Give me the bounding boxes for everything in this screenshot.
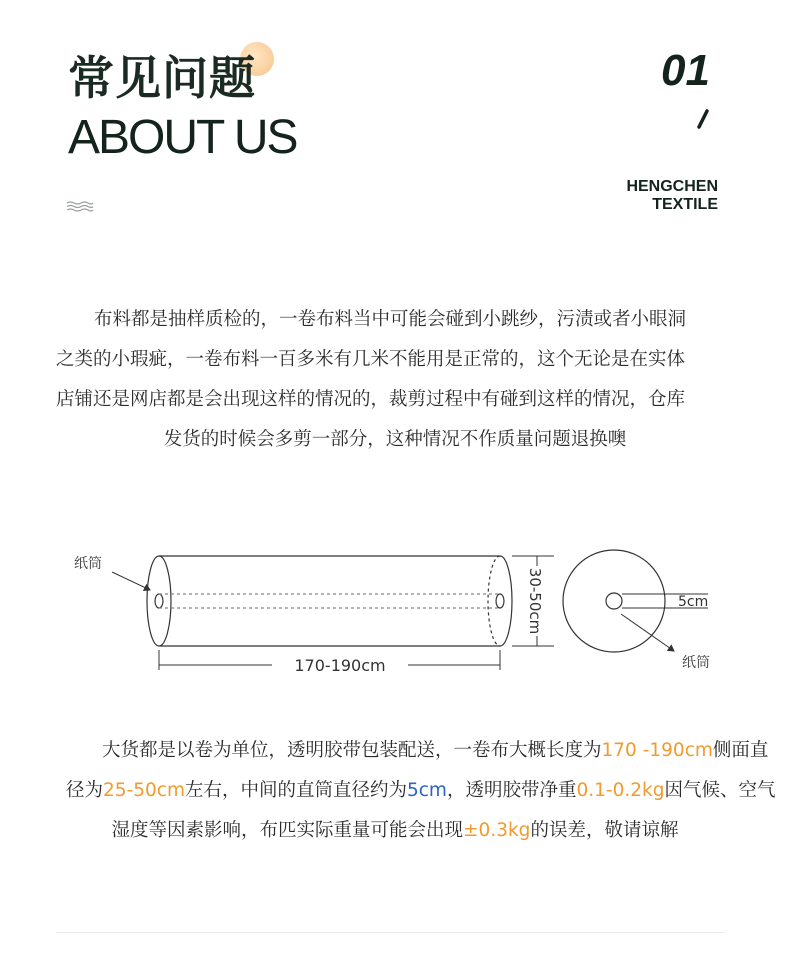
details-line-3 xyxy=(56,811,734,851)
roll-side-view xyxy=(147,556,512,646)
details-line-2 xyxy=(56,771,776,811)
intro-paragraph xyxy=(56,300,734,460)
wave-icon xyxy=(66,200,94,212)
error-value: ±0.3kg xyxy=(463,820,531,841)
tape-weight-value: 0.1-0.2kg xyxy=(576,780,665,801)
details-text: 因气候、空气 xyxy=(664,780,776,801)
intro-line-3: 店铺还是网店都是会出现这样的情况的，裁剪过程中有碰到这样的情况，仓库 xyxy=(56,389,686,410)
core-diameter-label: 5cm xyxy=(678,594,709,610)
details-text: 径为 xyxy=(66,780,104,801)
label-tube-right: 纸筒 xyxy=(682,655,710,671)
details-text: 左右，中间的直筒直径约为 xyxy=(184,780,407,801)
brand-line-1: HENGCHEN xyxy=(626,178,718,195)
details-text: 大货都是以卷为单位，透明胶带包装配送，一卷布大概长度为 xyxy=(102,740,602,761)
intro-line-2: 之类的小瑕疵，一卷布料一百多米有几米不能用是正常的，这个无论是在实体 xyxy=(56,349,686,370)
label-tube-left: 纸筒 xyxy=(74,556,102,572)
brand-name xyxy=(626,178,718,214)
section-number: 01 xyxy=(661,46,710,95)
left-tube-arrow xyxy=(112,572,150,590)
page-title-cn: 常见问题 xyxy=(68,51,256,105)
right-tube-arrow xyxy=(621,614,674,651)
details-text: ，透明胶带净重 xyxy=(446,780,577,801)
brand-line-2: TEXTILE xyxy=(652,196,718,213)
details-text: 湿度等因素影响，布匹实际重量可能会出现 xyxy=(111,820,464,841)
intro-line-4: 发货的时候会多剪一部分，这种情况不作质量问题退换噢 xyxy=(163,429,627,450)
details-text: 的误差，敬请谅解 xyxy=(530,820,679,841)
details-line-1 xyxy=(56,731,769,771)
details-text: 侧面直 xyxy=(712,740,769,761)
slash-mark xyxy=(696,108,710,130)
divider xyxy=(56,932,726,933)
page-title-en: ABOUT US xyxy=(68,111,297,164)
diameter-value: 25-50cm xyxy=(103,780,185,801)
intro-line-1: 布料都是抽样质检的，一卷布料当中可能会碰到小跳纱，污渍或者小眼洞 xyxy=(94,309,687,330)
details-paragraph xyxy=(56,731,776,851)
length-value: 170 -190cm xyxy=(601,740,713,761)
core-value: 5cm xyxy=(406,780,447,801)
length-label: 170-190cm xyxy=(294,656,386,675)
fabric-roll-diagram xyxy=(0,530,790,700)
diameter-label: 30-50cm xyxy=(526,567,544,635)
